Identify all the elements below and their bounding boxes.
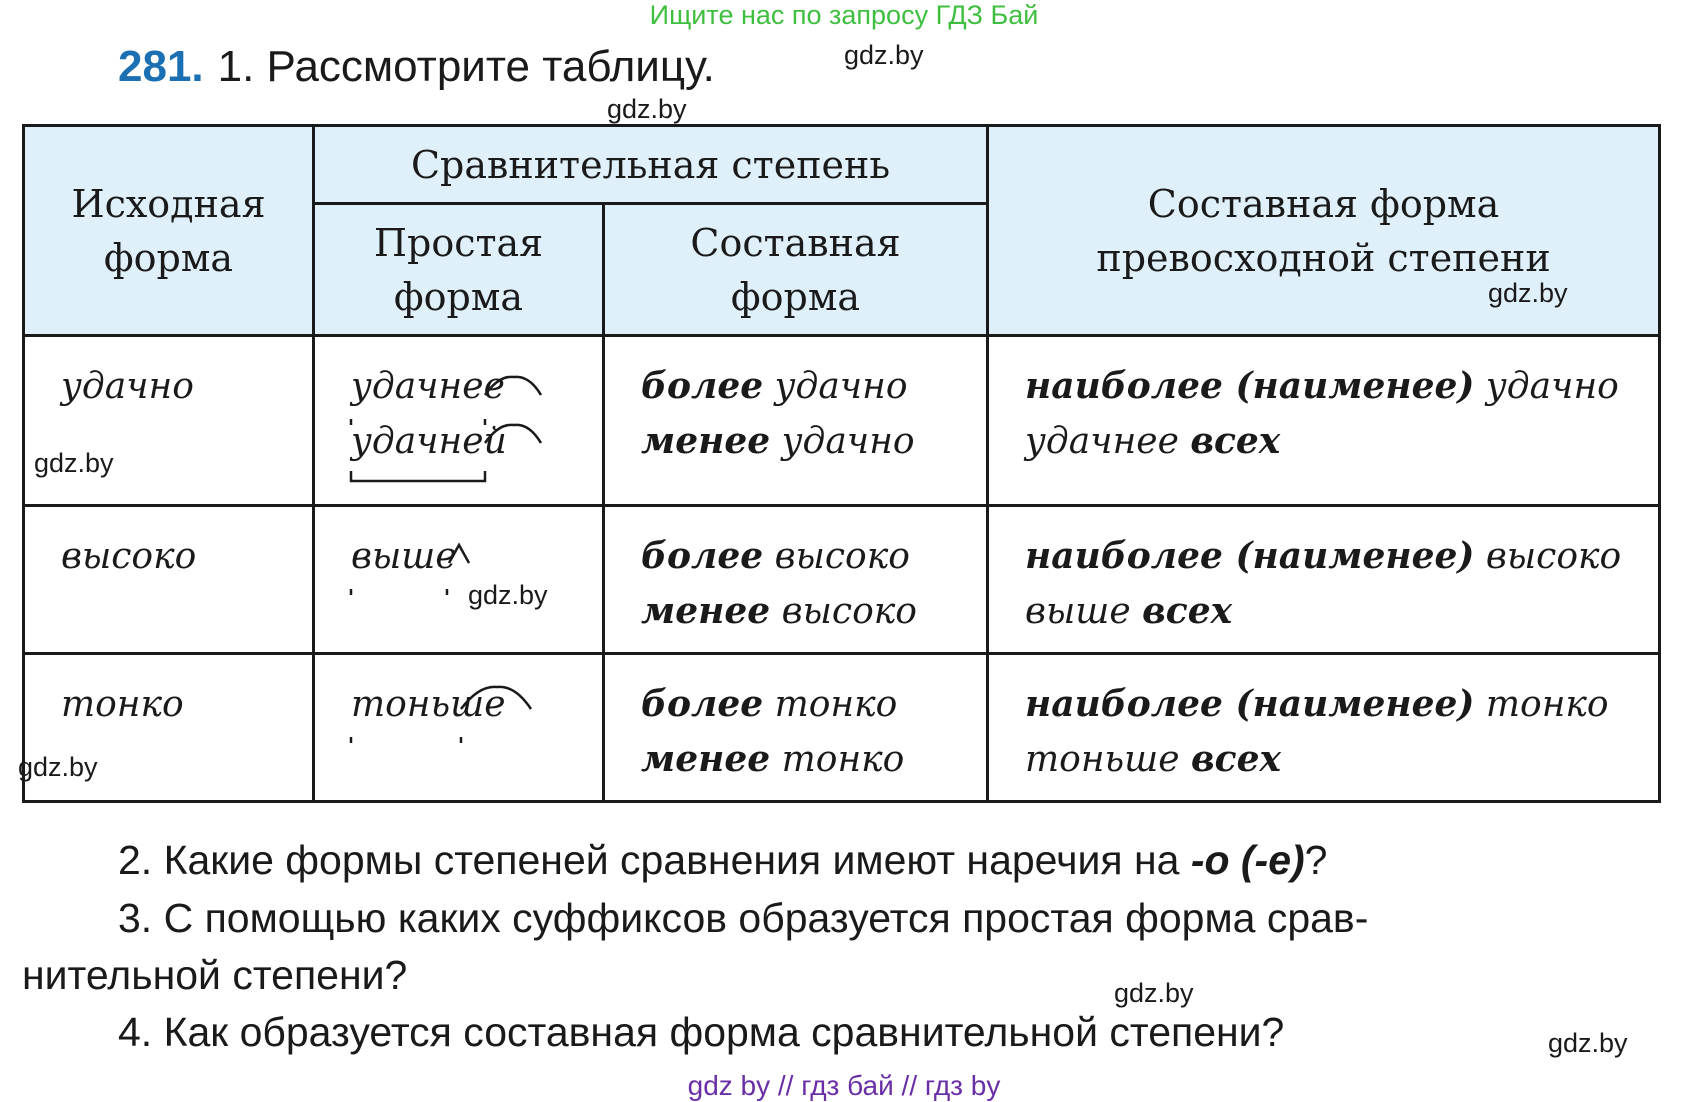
superlative-main-word: удачно <box>1474 366 1619 407</box>
question-2-text: 2. Какие формы степеней сравнения имеют наречия на <box>118 837 1191 883</box>
simple-form-word: удачней <box>351 421 507 462</box>
question-2-suffix: -о (-е) <box>1190 837 1305 883</box>
simple-form-word: выше <box>351 536 457 577</box>
simple-form-cell <box>314 336 604 506</box>
compound-aux-word: более <box>641 365 764 407</box>
question-4: 4. Как образуется составная форма сравнительной степени? <box>118 1009 1285 1055</box>
superlative-cell <box>988 506 1660 654</box>
source-word: удачно <box>24 336 314 506</box>
question-2 <box>118 832 1327 889</box>
compound-aux-word: менее <box>641 590 771 632</box>
compound-main-word: удачно <box>763 366 908 407</box>
header-compound-form: Составная форма <box>604 204 988 336</box>
watermark: gdz.by <box>1114 978 1194 1008</box>
watermark: gdz.by <box>1548 1028 1628 1058</box>
superlative-main-word: тоньше <box>1025 739 1191 780</box>
question-3-line-2: нительной степени? <box>22 952 408 998</box>
simple-form-cell <box>314 506 604 654</box>
superlative-main-word: тонко <box>1474 684 1609 725</box>
header-simple-form: Простая форма <box>314 204 604 336</box>
task-1-text: 1. Рассмотрите таблицу. <box>217 42 715 91</box>
superlative-aux-words: наиболее (наименее) <box>1025 365 1475 407</box>
watermark: gdz.by <box>607 94 687 124</box>
simple-form-cell <box>314 654 604 802</box>
source-word: тонко <box>24 654 314 802</box>
compound-main-word: высоко <box>763 536 910 577</box>
compound-aux-word: менее <box>641 420 771 462</box>
superlative-aux-word: всех <box>1190 420 1281 462</box>
comparison-table <box>22 124 1661 803</box>
compound-aux-word: более <box>641 535 764 577</box>
compound-main-word: тонко <box>770 739 905 780</box>
source-word: высоко <box>24 506 314 654</box>
superlative-main-word: выше <box>1025 591 1143 632</box>
exercise-title <box>118 42 715 92</box>
compound-form-cell <box>604 336 988 506</box>
morpheme-stem-suffix-mark <box>349 419 549 489</box>
watermark: gdz.by <box>34 448 114 478</box>
watermark: gdz.by <box>18 752 98 782</box>
morpheme-stem-suffix-mark <box>349 673 549 743</box>
table-row <box>24 506 1660 654</box>
watermark: gdz.by <box>844 40 924 70</box>
question-2-end: ? <box>1304 837 1328 883</box>
simple-form-word: тоньше <box>351 684 506 725</box>
question-3-line-1: 3. С помощью каких суффиксов образуется простая форма срав- <box>118 895 1369 941</box>
compound-main-word: высоко <box>770 591 917 632</box>
morpheme-stem-suffix-mark <box>349 355 549 425</box>
compound-aux-word: более <box>641 683 764 725</box>
superlative-main-word: удачнее <box>1025 421 1191 462</box>
superlative-main-word: высоко <box>1474 536 1622 577</box>
compound-aux-word: менее <box>641 738 771 780</box>
compound-form-cell <box>604 654 988 802</box>
superlative-aux-words: наиболее (наименее) <box>1025 683 1475 725</box>
header-comparative: Сравнительная степень <box>314 126 988 204</box>
watermark: gdz.by <box>1488 278 1568 308</box>
superlative-aux-word: всех <box>1142 590 1233 632</box>
superlative-aux-word: всех <box>1191 738 1281 780</box>
table-row <box>24 654 1660 802</box>
compound-main-word: тонко <box>763 684 898 725</box>
superlative-cell <box>988 654 1660 802</box>
footer-links[interactable]: gdz by // гдз бай // гдз by <box>687 1070 1001 1101</box>
watermark: gdz.by <box>468 580 548 610</box>
table-row <box>24 336 1660 506</box>
compound-form-cell <box>604 506 988 654</box>
header-source-form: Исходная форма <box>24 126 314 336</box>
header-superlative: Составная форма превосходной степени <box>988 126 1660 336</box>
simple-form-word: удачнее <box>351 366 505 407</box>
superlative-cell <box>988 336 1660 506</box>
exercise-number: 281. <box>118 42 204 91</box>
search-banner[interactable]: Ищите нас по запросу ГДЗ Бай <box>649 0 1039 30</box>
superlative-aux-words: наиболее (наименее) <box>1025 535 1475 577</box>
compound-main-word: удачно <box>770 421 915 462</box>
